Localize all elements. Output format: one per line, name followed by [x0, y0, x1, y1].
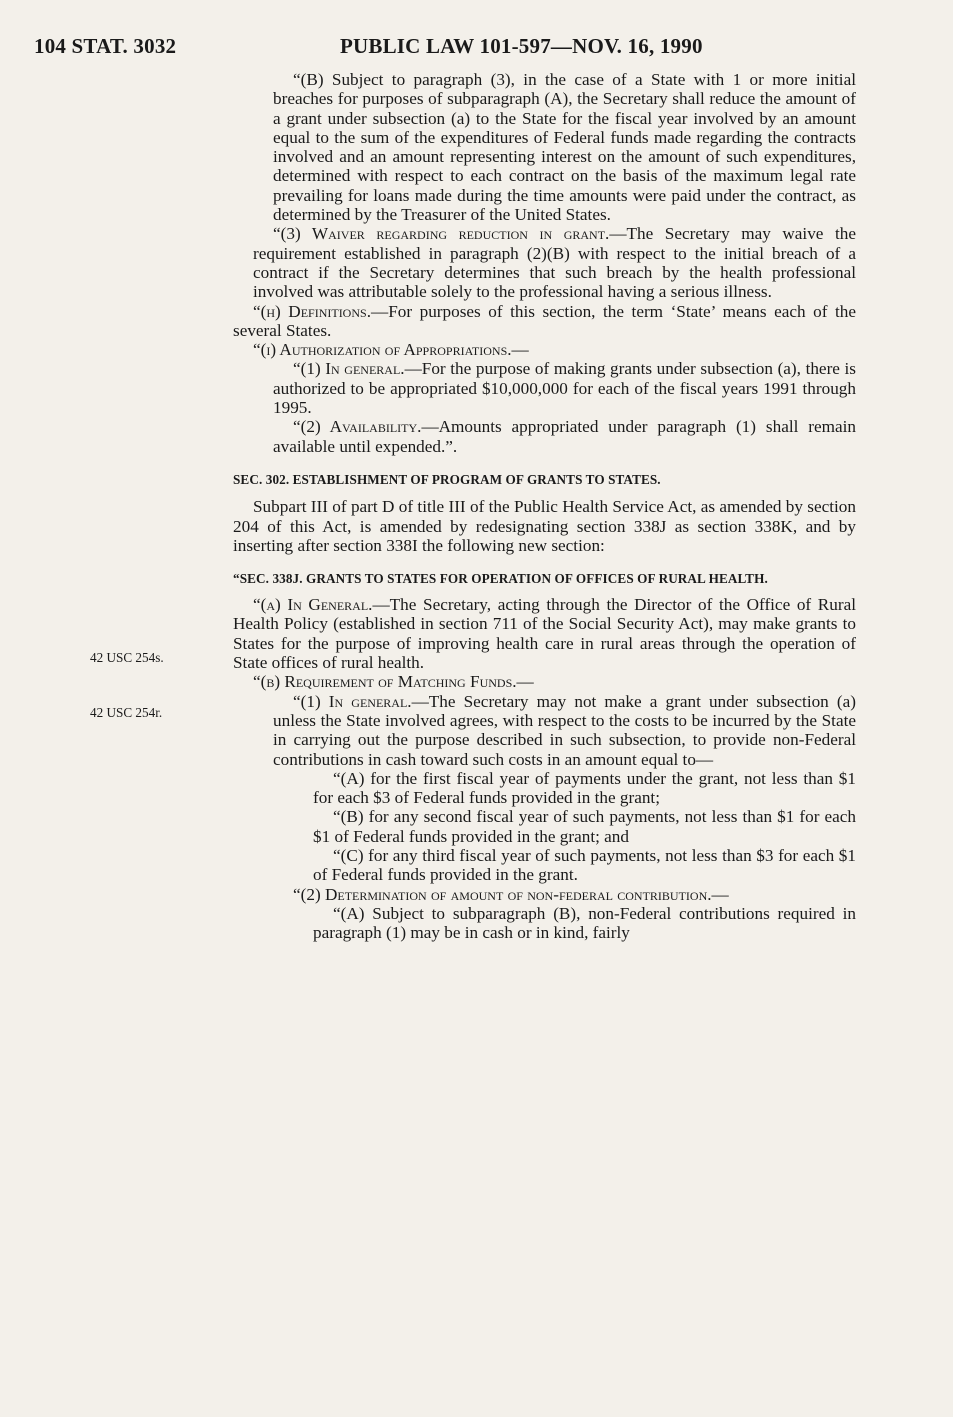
paragraph-b1-b: “(B) for any second fiscal year of such payments, not less than $1 for each $1 of Federal funds provided in the grant; and	[313, 807, 856, 846]
paragraph-b2-a: “(A) Subject to subparagraph (B), non-Federal contributions required in paragraph (1) may be in cash or in kind, fairly	[313, 903, 856, 943]
heading-a-general: “(a) In General.	[253, 595, 373, 615]
stat-page-number: 104 STAT. 3032	[34, 34, 177, 58]
text-definitions: —For purposes of this section, the term ‘State’ means each of the several States.	[233, 301, 856, 340]
text-waiver: —The Secretary may waive the requirement established in paragraph (2)(B) with respect to the initial breach of a contract if the Secretary determines that such breach by the health professional involved was attributable solely to the professional having a serious illness.	[253, 224, 856, 302]
heading-i1-general: “(1) In general.	[293, 359, 405, 379]
paragraph-i1-general	[233, 359, 856, 417]
paragraph-b-subject: “(B) Subject to paragraph (3), in the case of a State with 1 or more initial breaches for purposes of subparagraph (A), the Secretary shall reduce the amount of a grant under subsection (a) to the State for the fiscal year involved by an amount equal to the sum of the expenditures of Federal funds made regarding the contracts involved and an amount representing interest on the amount of such expenditures, determined with respect to each contract on the basis of the maximum legal rate prevailing for loans made during the time amounts were paid under the contract, as determined by the Treasurer of the United States.	[273, 70, 856, 225]
section-302-heading: SEC. 302. ESTABLISHMENT OF PROGRAM OF GRANTS TO STATES.	[233, 471, 661, 487]
paragraph-subpart: Subpart III of part D of title III of the Public Health Service Act, as amended by section 204 of this Act, is amended by redesignating section 338J as section 338K, and by inserting after section 338I the following new section:	[233, 497, 856, 555]
public-law-citation: PUBLIC LAW 101-597—NOV. 16, 1990	[340, 34, 703, 58]
page-header	[34, 34, 824, 64]
document-body	[233, 70, 856, 942]
paragraph-i-authorization	[233, 340, 856, 359]
section-338j-heading: “SEC. 338J. GRANTS TO STATES FOR OPERATION OF OFFICES OF RURAL HEALTH.	[233, 571, 768, 587]
text-availability: —Amounts appropriated under paragraph (1) shall remain available until expended.”.	[273, 417, 856, 456]
paragraph-b2-determination	[233, 885, 856, 904]
heading-determination: “(2) Determination of amount of non-federal contribution.—	[293, 884, 729, 904]
heading-matching-funds: “(b) Requirement of Matching Funds.—	[253, 672, 534, 692]
heading-authorization: “(i) Authorization of Appropriations.—	[253, 340, 529, 360]
text-i1-general: —For the purpose of making grants under subsection (a), there is authorized to be appropriated $10,000,000 for each of the fiscal years 1991 through 1995.	[273, 359, 856, 418]
text-b1-general: —The Secretary may not make a grant under subsection (a) unless the State involved agrees, with respect to the costs to be incurred by the State in carrying out the purpose described in such subsection, to provide non-Federal contributions in cash toward such costs in an amount equal to—	[273, 691, 856, 769]
margin-note-254r: 42 USC 254r.	[90, 705, 163, 720]
heading-b1-general: “(1) In general.	[293, 691, 412, 711]
paragraph-b1-c: “(C) for any third fiscal year of such payments, not less than $3 for each $1 of Federal funds provided in the grant.	[313, 845, 856, 885]
heading-waiver: “(3) Waiver regarding reduction in grant.	[273, 224, 610, 244]
paragraph-3-waiver	[233, 224, 856, 301]
paragraph-i2-availability	[233, 417, 856, 456]
paragraph-b1-a: “(A) for the first fiscal year of payments under the grant, not less than $1 for each $3 of Federal funds provided in the grant;	[313, 768, 856, 808]
paragraph-b1-general	[233, 692, 856, 769]
margin-note-254s: 42 USC 254s.	[90, 650, 164, 665]
text-a-general: —The Secretary, acting through the Director of the Office of Rural Health Policy (established in section 711 of the Social Security Act), may make grants to States for the purpose of improving health care in rural areas through the operation of State offices of rural health.	[233, 595, 856, 673]
paragraph-b-matching	[233, 672, 856, 691]
paragraph-a-general	[233, 595, 856, 672]
heading-definitions: “(h) Definitions.	[253, 301, 371, 321]
heading-availability: “(2) Availability.	[293, 417, 422, 437]
paragraph-h-definitions	[233, 302, 856, 341]
